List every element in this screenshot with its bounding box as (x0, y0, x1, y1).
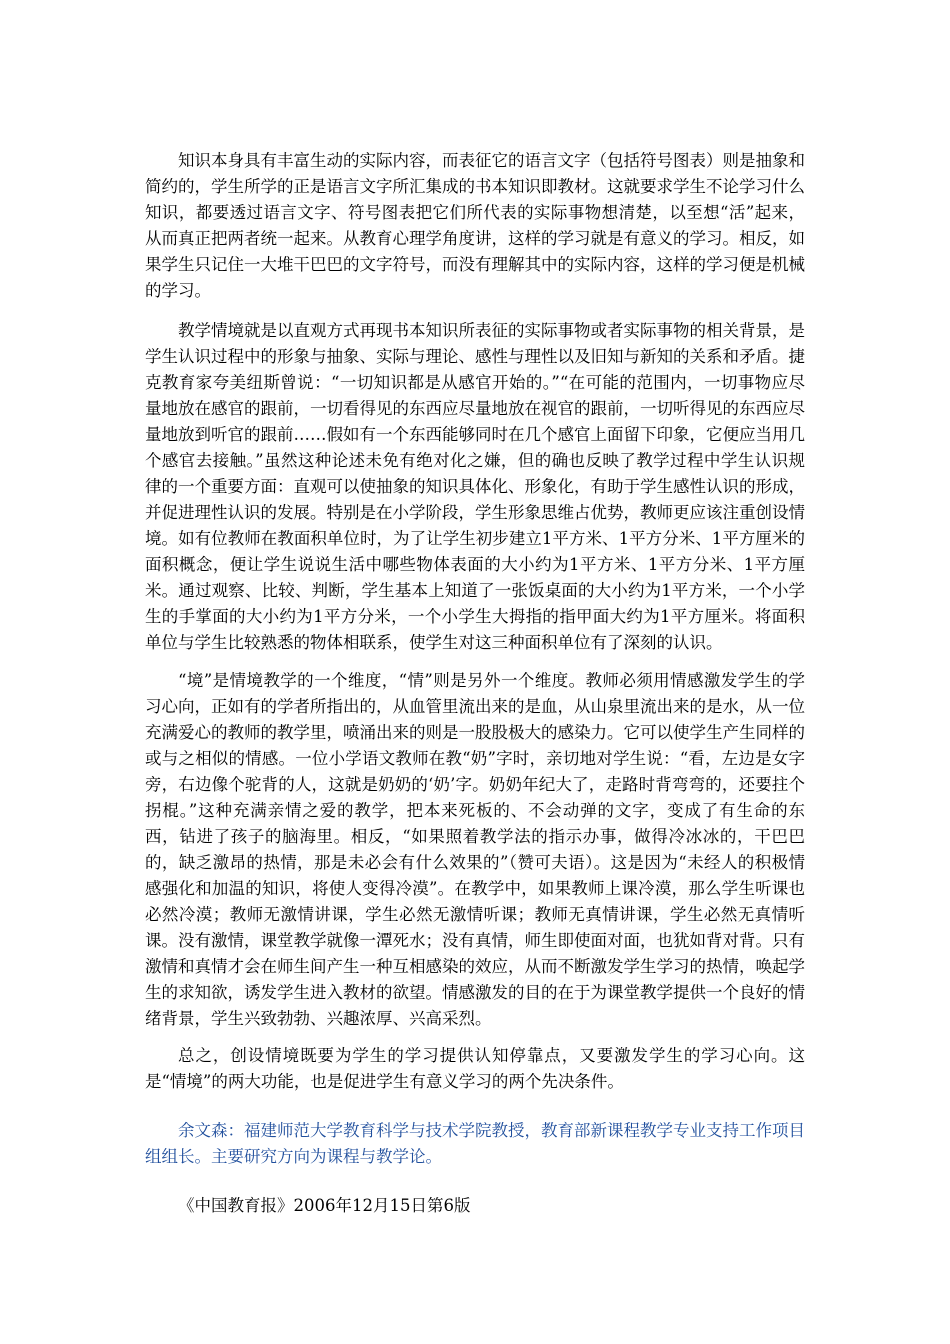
paragraph-emotion: “境”是情境教学的一个维度，“情”则是另外一个维度。教师必须用情感激发学生的学习心向，正如有的学者所指出的，从血管里流出来的是血，从山泉里流出来的是水，从一位充满爱心的教师的教学里，喷涌出来的则是一股股极大的感染力。它可以使学生产生同样的或与之相似的情感。一位小学语文教师在教“奶”字时，亲切地对学生说：“看，左边是女字旁，右边像个驼背的人，这就是奶奶的‘奶’字。奶奶年纪大了，走路时背弯弯的，还要拄个拐棍。”这种充满亲情之爱的教学，把本来死板的、不会动弹的文字，变成了有生命的东西，钻进了孩子的脑海里。相反，“如果照着教学法的指示办事，做得冷冰冰的，干巴巴的，缺乏激昂的热情，那是未必会有什么效果的”（赞可夫语）。这是因为“未经人的积极情感强化和加温的知识，将使人变得冷漠”。在教学中，如果教师上课冷漠，那么学生听课也必然冷漠；教师无激情讲课，学生必然无激情听课；教师无真情讲课，学生必然无真情听课。没有激情，课堂教学就像一潭死水；没有真情，师生即使面对面，也犹如背对背。只有激情和真情才会在师生间产生一种互相感染的效应，从而不断激发学生学习的热情，唤起学生的求知欲，诱发学生进入教材的欲望。情感激发的目的在于为课堂教学提供一个良好的情绪背景，学生兴致勃勃、兴趣浓厚、兴高采烈。 (145, 671, 805, 1028)
paragraph-conclusion: 总之，创设情境既要为学生的学习提供认知停靠点，又要激发学生的学习心向。这是“情境”的两大功能，也是促进学生有意义学习的两个先决条件。 (145, 1046, 805, 1091)
paragraph-teaching-situation: 教学情境就是以直观方式再现书本知识所表征的实际事物或者实际事物的相关背景，是学生认识过程中的形象与抽象、实际与理论、感性与理性以及旧知与新知的关系和矛盾。捷克教育家夸美纽斯曾说：“一切知识都是从感官开始的。”“在可能的范围内，一切事物应尽量地放在感官的跟前，一切看得见的东西应尽量地放在视官的跟前，一切听得见的东西应尽量地放到听官的跟前……假如有一个东西能够同时在几个感官上面留下印象，它便应当用几个感官去接触。”虽然这种论述未免有绝对化之嫌，但的确也反映了教学过程中学生认识规律的一个重要方面：直观可以使抽象的知识具体化、形象化，有助于学生感性认识的形成，并促进理性认识的发展。特别是在小学阶段，学生形象思维占优势，教师更应该注重创设情境。如有位教师在教面积单位时，为了让学生初步建立1平方米、1平方分米、1平方厘米的面积概念，便让学生说说生活中哪些物体表面的大小约为1平方米、1平方分米、1平方厘米。通过观察、比较、判断，学生基本上知道了一张饭桌面的大小约为1平方米，一个小学生的手掌面的大小约为1平方分米，一个小学生大拇指的指甲面大约为1平方厘米。将面积单位与学生比较熟悉的物体相联系，使学生对这三种面积单位有了深刻的认识。 (145, 321, 805, 652)
author-note: 余文森：福建师范大学教育科学与技术学院教授，教育部新课程教学专业支持工作项目组组长。主要研究方向为课程与教学论。 (145, 1121, 805, 1166)
source-citation: 《中国教育报》2006年12月15日第6版 (178, 1196, 471, 1215)
paragraph-knowledge: 知识本身具有丰富生动的实际内容，而表征它的语言文字（包括符号图表）则是抽象和简约的，学生所学的正是语言文字所汇集成的书本知识即教材。这就要求学生不论学习什么知识，都要透过语言文字、符号图表把它们所代表的实际事物想清楚，以至想“活”起来，从而真正把两者统一起来。从教育心理学角度讲，这样的学习就是有意义的学习。相反，如果学生只记住一大堆干巴巴的文字符号，而没有理解其中的实际内容，这样的学习便是机械的学习。 (145, 151, 805, 300)
